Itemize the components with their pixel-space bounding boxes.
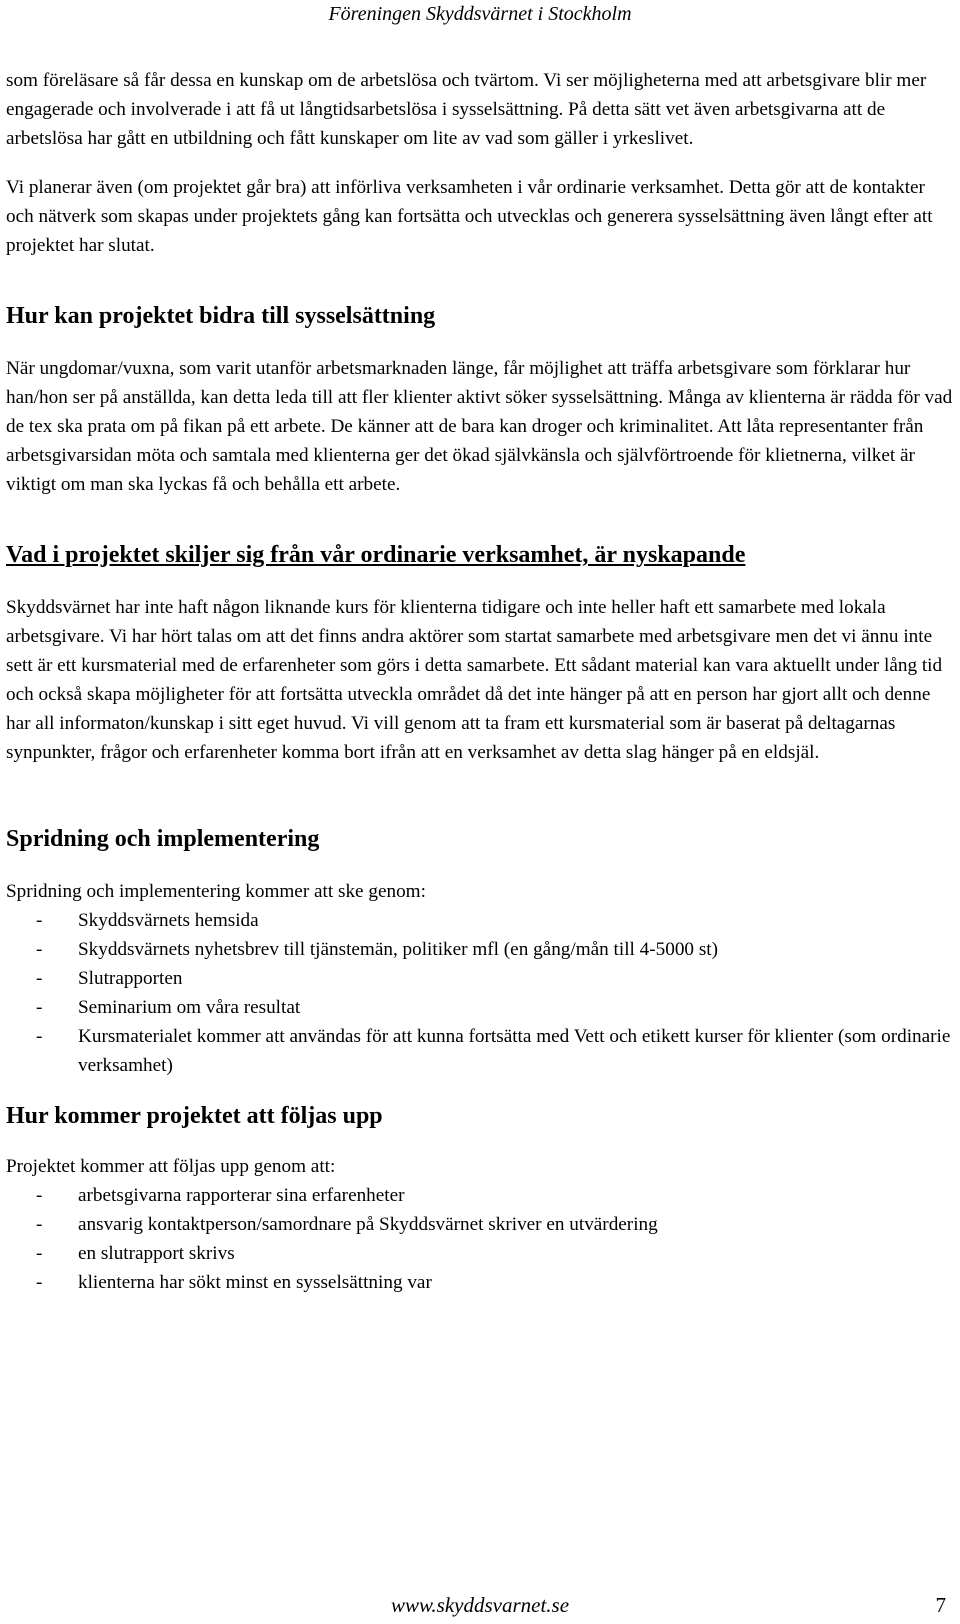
list-item-text: Kursmaterialet kommer att användas för att kunna fortsätta med Vett och etikett kurser för klienter (som ordinarie verksamhet) (78, 1026, 951, 1076)
section-heading-innovation (6, 539, 954, 571)
section-intro-followup: Projektet kommer att följas upp genom att: (6, 1156, 336, 1177)
page-footer (0, 1590, 960, 1620)
list-dash: - (36, 1243, 43, 1264)
document-body (6, 66, 954, 1297)
section-heading-followup (6, 1100, 954, 1132)
section-heading-text: Vad i projektet skiljer sig från vår ordinarie verksamhet, är nyskapande (6, 542, 746, 568)
list-item (6, 935, 954, 964)
page-number: 7 (935, 1593, 946, 1617)
list-dash: - (36, 910, 43, 931)
section-heading-text: Hur kan projektet bidra till sysselsättning (6, 303, 436, 329)
list-item-text: en slutrapport skrivs (78, 1243, 235, 1264)
list-dash: - (36, 939, 43, 960)
list-item-text: klienterna har sökt minst en sysselsättning var (78, 1272, 432, 1293)
list-dash: - (36, 1026, 43, 1047)
list-dash: - (36, 997, 43, 1018)
list-dash: - (36, 1214, 43, 1235)
dissemination-list (6, 906, 954, 1080)
list-item (6, 1181, 954, 1210)
header-title: Föreningen Skyddsvärnet i Stockholm (328, 3, 632, 25)
list-item-text: Seminarium om våra resultat (78, 997, 301, 1018)
list-item (6, 1022, 954, 1080)
list-item-text: arbetsgivarna rapporterar sina erfarenheter (78, 1185, 405, 1206)
section-intro-dissemination: Spridning och implementering kommer att ske genom: (6, 881, 426, 902)
list-item-text: Slutrapporten (78, 968, 183, 989)
footer-website-link[interactable]: www.skyddsvarnet.se (390, 1593, 570, 1617)
section-heading-dissemination (6, 823, 954, 855)
section-heading-text: Spridning och implementering (6, 826, 320, 852)
list-dash: - (36, 1185, 43, 1206)
list-item (6, 964, 954, 993)
followup-list (6, 1181, 954, 1297)
list-item (6, 1268, 954, 1297)
section-heading-employment (6, 300, 954, 332)
list-dash: - (36, 968, 43, 989)
intro-paragraph-2: Vi planerar även (om projektet går bra) att införliva verksamheten i vår ordinarie verksamhet. Detta gör att de kontakter och nätverk som skapas under projektets gång kan fortsätta och utvecklas och generera sysselsättning även långt efter att projektet har slutat. (6, 177, 933, 256)
intro-paragraph-1: som föreläsare så får dessa en kunskap om de arbetslösa och tvärtom. Vi ser möjligheterna med att arbetsgivare blir mer engagerade och involverade i att få ut långtidsarbetslösa i sysselsättning. På detta sätt vet även arbetsgivarna att de arbetslösa har gått en utbildning och fått kunskaper om lite av vad som gäller i yrkeslivet. (6, 70, 927, 149)
list-item (6, 993, 954, 1022)
list-item-text: ansvarig kontaktperson/samordnare på Skyddsvärnet skriver en utvärdering (78, 1214, 658, 1235)
list-item (6, 1239, 954, 1268)
list-item (6, 906, 954, 935)
list-dash: - (36, 1272, 43, 1293)
page-header (0, 0, 960, 30)
list-item (6, 1210, 954, 1239)
list-item-text: Skyddsvärnets hemsida (78, 910, 259, 931)
section-heading-text: Hur kommer projektet att följas upp (6, 1103, 383, 1129)
section-body-employment: När ungdomar/vuxna, som varit utanför arbetsmarknaden länge, får möjlighet att träffa arbetsgivare som förklarar hur han/hon ser på anställda, kan detta leda till att fler klienter aktivt söker sysselsättning. Många av klienterna är rädda för vad de tex ska prata om på fikan på ett arbete. De känner att de bara kan droger och kriminalitet. Att låta representanter från arbetsgivarsidan möta och samtala med klienterna ger det ökad självkänsla och självförtroende för klietnerna, vilket är viktigt om man ska lyckas få och behålla ett arbete. (6, 358, 953, 495)
list-item-text: Skyddsvärnets nyhetsbrev till tjänstemän, politiker mfl (en gång/mån till 4-5000 st) (78, 939, 719, 960)
section-body-innovation: Skyddsvärnet har inte haft någon liknande kurs för klienterna tidigare och inte heller haft ett samarbete med lokala arbetsgivare. Vi har hört talas om att det finns andra aktörer som startat samarbete med arbetsgivare men det vi ännu inte sett är ett kursmaterial med de erfarenheter som görs i detta samarbete. Ett sådant material kan vara aktuellt under lång tid och också skapa möjligheter för att fortsätta utveckla området då det inte hänger på att en person har gjort allt och denne har all informaton/kunskap i sitt eget huvud. Vi vill genom att ta fram ett kursmaterial som är baserat på deltagarnas synpunkter, frågor och erfarenheter komma bort ifrån att en verksamhet av detta slag hänger på en eldsjäl. (6, 597, 943, 763)
